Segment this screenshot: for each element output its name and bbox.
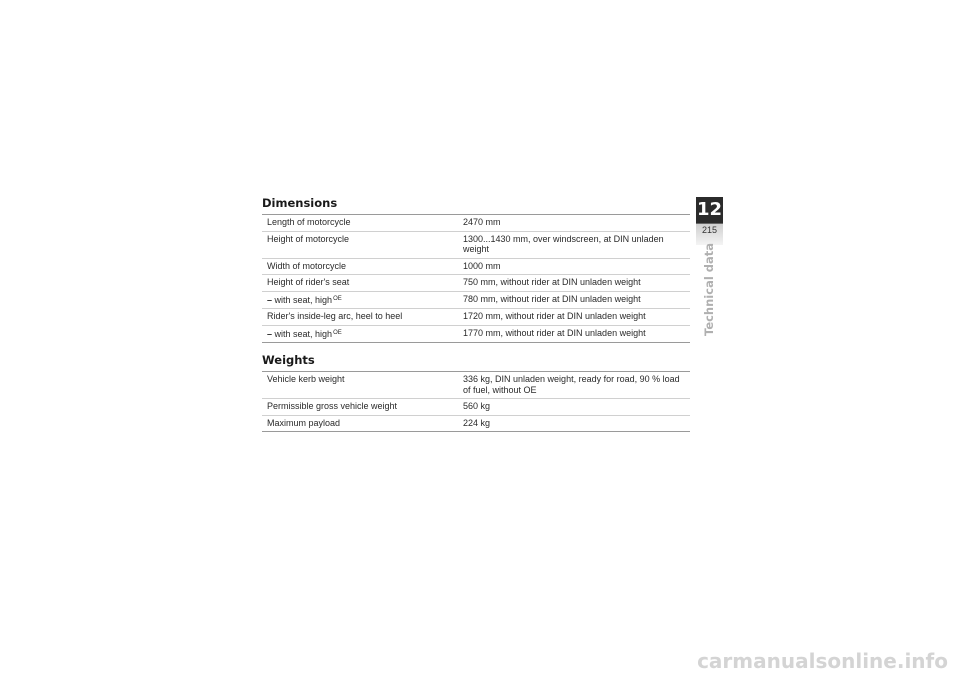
spec-value: 224 kg xyxy=(463,417,491,428)
dash-bullet: – xyxy=(267,328,273,339)
table-row xyxy=(262,309,690,326)
spec-label-text: with seat, high xyxy=(274,294,333,305)
spec-label xyxy=(262,294,463,306)
spec-label: Maximum payload xyxy=(267,417,341,428)
spec-value: 2470 mm xyxy=(463,217,501,227)
dimensions-table xyxy=(262,214,690,343)
spec-value: 1000 mm xyxy=(463,260,501,271)
table-row xyxy=(262,215,690,232)
spec-label: Vehicle kerb weight xyxy=(267,374,345,384)
weights-table xyxy=(262,371,690,432)
oe-superscript: OE xyxy=(333,295,342,302)
spec-value: 1770 mm, without rider at DIN unladen weight xyxy=(463,327,646,338)
spec-value: 750 mm, without rider at DIN unladen weight xyxy=(463,277,641,287)
spec-value: 560 kg xyxy=(463,401,491,411)
weights-heading: Weights xyxy=(262,353,315,367)
spec-label: Rider's inside-leg arc, heel to heel xyxy=(267,311,403,321)
table-row xyxy=(262,326,690,344)
watermark: carmanualsonline.info xyxy=(697,649,948,673)
spec-label: Width of motorcycle xyxy=(267,260,347,271)
table-row xyxy=(262,292,690,310)
spec-value: 336 kg, DIN unladen weight, ready for road, 90 % load of fuel, without OE xyxy=(463,374,680,395)
spec-label: Height of motorcycle xyxy=(267,233,350,244)
spec-label: Length of motorcycle xyxy=(267,217,351,227)
page-content xyxy=(262,196,690,432)
table-row xyxy=(262,399,690,416)
oe-superscript: OE xyxy=(333,329,342,336)
table-row xyxy=(262,372,690,399)
dash-bullet: – xyxy=(267,294,273,305)
spec-value: 1720 mm, without rider at DIN unladen weight xyxy=(463,311,646,321)
spec-label xyxy=(262,328,463,340)
table-row xyxy=(262,259,690,276)
chapter-name: Technical data xyxy=(702,242,716,336)
table-row xyxy=(262,232,690,259)
table-row xyxy=(262,416,690,433)
page-number: 215 xyxy=(701,225,718,235)
spec-label: Permissible gross vehicle weight xyxy=(267,401,398,411)
spec-label-text: with seat, high xyxy=(274,328,333,339)
spec-label: Height of rider's seat xyxy=(267,277,350,287)
spec-value: 780 mm, without rider at DIN unladen weight xyxy=(463,293,641,304)
spec-value: 1300...1430 mm, over windscreen, at DIN unladen weight xyxy=(463,233,664,254)
dimensions-heading: Dimensions xyxy=(262,196,338,210)
table-row xyxy=(262,275,690,292)
chapter-number: 12 xyxy=(696,199,723,220)
